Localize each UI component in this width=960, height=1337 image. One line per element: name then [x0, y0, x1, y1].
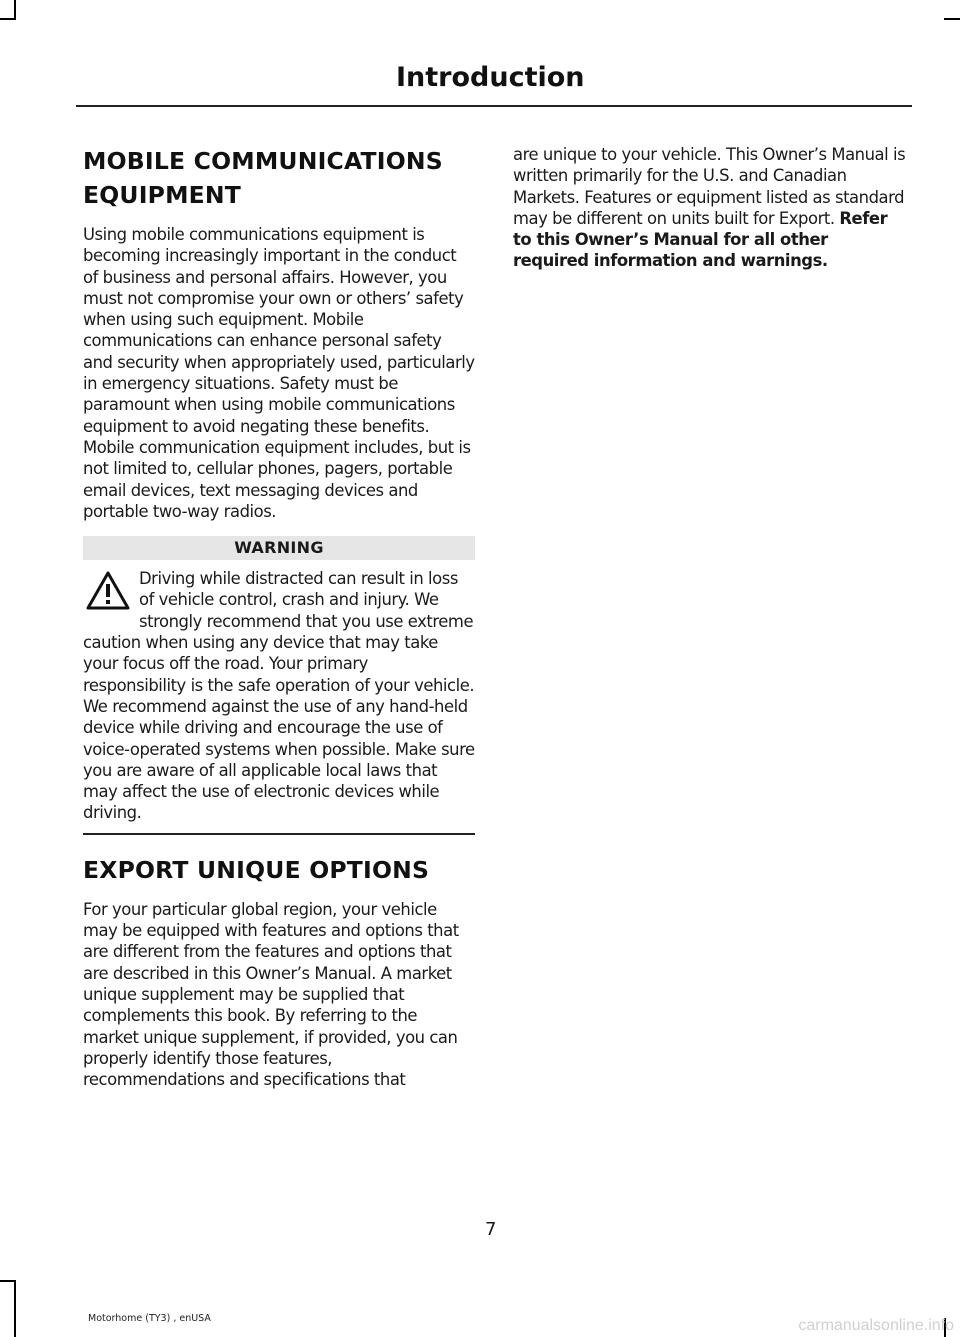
watermark-site: carmanualsonline.info	[798, 1317, 954, 1334]
mobile-heading	[83, 144, 475, 212]
page-number: 7	[485, 1219, 497, 1240]
document-id: Motorhome (TY3) , enUSA	[88, 1313, 211, 1324]
right-column	[513, 144, 908, 272]
export-body-right-text: are unique to your vehicle. This Owner’s Manual is written primarily for the U.S. and Canadian Markets. Features or equipment listed as standard may be different on units built for Export.	[513, 145, 906, 228]
header-divider	[76, 105, 912, 107]
mobile-heading-line1: MOBILE COMMUNICATIONS	[83, 147, 443, 175]
crop-mark	[0, 1280, 16, 1282]
warning-triangle-icon	[85, 568, 131, 614]
mobile-body: Using mobile communications equipment is becoming increasingly important in the conduct of business and personal affairs. However, you must not compromise your own or others’ safety when using such equipment. Mobile communications can enhance personal safety and security when appropriately used, particularly in emergency situations. Safety must be paramount when using mobile communications equipment to avoid negating these benefits. Mobile communication equipment includes, but is not limited to, cellular phones, pagers, portable email devices, text messaging devices and portable two-way radios.	[83, 225, 475, 521]
warning-box	[83, 568, 475, 824]
crop-mark	[14, 1280, 16, 1337]
crop-mark	[14, 0, 16, 19]
warning-text: Driving while distracted can result in loss of vehicle control, crash and injury. We strongly recommend that you use extreme caution when using any device that may take your focus off the road. Your primary responsibility is the safe operation of your vehicle. We recommend against the use of any hand-held device while driving and encourage the use of voice-operated systems when possible. Make sure you are aware of all applicable local laws that may affect the use of electronic devices while driving.	[83, 569, 475, 823]
mobile-heading-line2: EQUIPMENT	[83, 181, 242, 209]
export-body-right-bold: Refer to this Owner’s Manual for all other required information and warnings.	[513, 208, 888, 271]
crop-mark	[944, 18, 960, 20]
crop-mark	[0, 18, 16, 20]
warning-label: WARNING	[83, 536, 475, 560]
page-header-title: Introduction	[396, 62, 585, 93]
export-body-right	[513, 144, 908, 272]
export-body-left: For your particular global region, your vehicle may be equipped with features and options that are different from the features and options that are described in this Owner’s Manual. A market unique supplement may be supplied that complements this book. By referring to the market unique supplement, if provided, you can properly identify those features, recommendations and specifications that	[83, 899, 459, 1090]
export-heading: EXPORT UNIQUE OPTIONS	[83, 855, 430, 884]
left-column	[83, 144, 475, 1090]
